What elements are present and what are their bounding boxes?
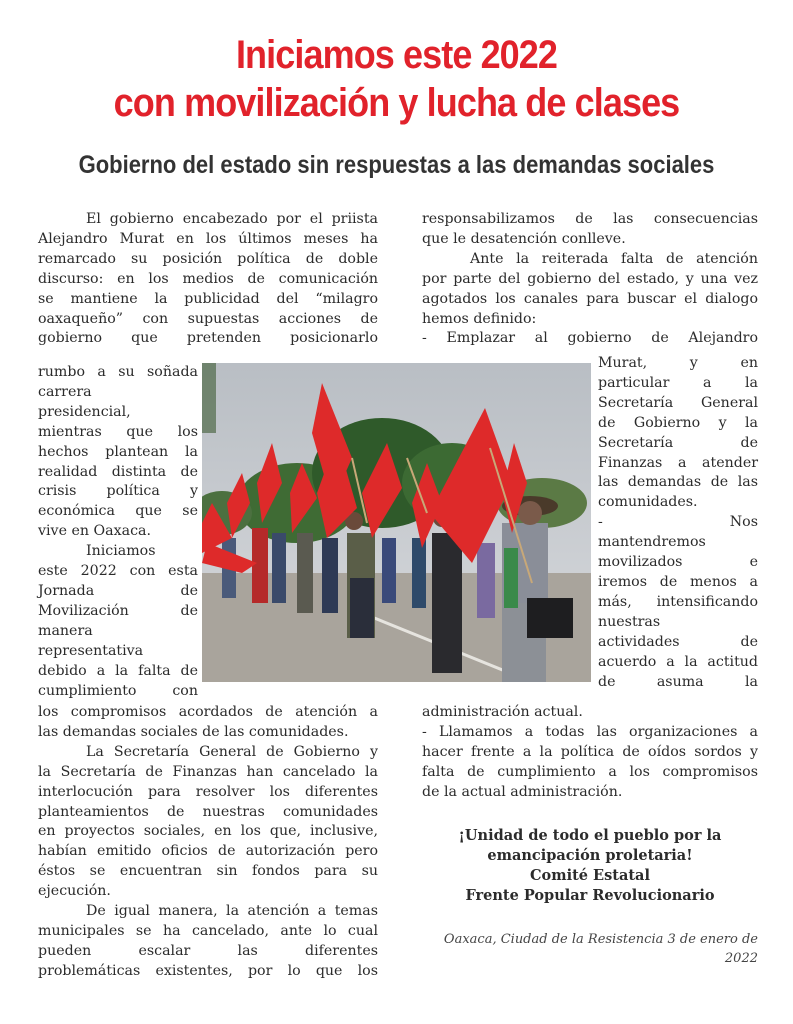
text-line: Jornada de <box>38 582 198 599</box>
text-line: nuestras <box>598 613 661 630</box>
right-column-top <box>422 210 758 349</box>
text-line: este 2022 con esta <box>38 563 198 580</box>
text-line: representativa <box>38 642 144 659</box>
text-line: cumplimiento con <box>38 682 198 699</box>
text-line: discurso: en los medios de comunicación <box>38 270 378 287</box>
text-line: mantendremos <box>598 534 706 551</box>
text-line: las demandas de las <box>598 474 758 491</box>
text-line: - Llamamos a todas las organizaciones a <box>422 723 758 740</box>
text-line: interlocución para resolver los diferentes <box>38 783 378 800</box>
text-line: movilizados e <box>598 554 758 571</box>
text-line: por parte del gobierno del estado, y una vez <box>422 270 758 287</box>
text-line: de asuma la <box>598 673 758 690</box>
text-line: actividades de <box>598 633 758 650</box>
text-line: comunidades. <box>598 494 698 511</box>
text-line: las demandas sociales de las comunidades. <box>38 723 349 740</box>
organization-line-2: Frente Popular Revolucionario <box>465 887 715 904</box>
text-line: Movilización de <box>38 602 198 619</box>
text-line: Alejandro Murat en los últimos meses ha <box>38 230 378 247</box>
text-line: hechos plantean la <box>38 443 198 460</box>
signoff-place-date: Oaxaca, Ciudad de la Resistencia 3 de enero de <box>443 932 758 947</box>
text-line: Secretaría General <box>598 394 758 411</box>
march-photo <box>202 363 591 682</box>
text-line: La Secretaría General de Gobierno y <box>86 743 378 760</box>
closing-block <box>422 826 758 906</box>
text-line: problemáticas existentes, por lo que los <box>38 962 378 979</box>
text-line: hacer frente a la política de oídos sordos y <box>422 743 758 760</box>
text-line: de Gobierno y la <box>598 414 758 431</box>
text-line: pueden escalar las diferentes <box>38 942 378 959</box>
signoff <box>422 930 758 968</box>
text-line: rumbo a su soñada <box>38 364 198 380</box>
text-line: más, intensificando <box>598 593 758 610</box>
text-line: Ante la reiterada falta de atención <box>470 250 758 267</box>
slogan-line-1: ¡Unidad de todo el pueblo por la <box>458 827 722 844</box>
left-column-top <box>38 210 378 349</box>
text-line: remarcado su posición política de doble <box>38 250 378 267</box>
text-line: se mantiene la publicidad del “milagro <box>38 290 378 307</box>
text-line: acuerdo a la actitud <box>598 653 758 670</box>
left-column-bottom <box>38 703 378 982</box>
text-line: éstos se encuentran sin fondos para su <box>38 863 378 880</box>
text-line: manera <box>38 622 93 639</box>
text-line: hemos definido: <box>422 310 537 327</box>
text-line: El gobierno encabezado por el priista <box>86 211 378 227</box>
text-line: debido a la falta de <box>38 662 198 679</box>
text-line: Murat, y en <box>598 355 758 371</box>
slogan-line-2: emancipación proletaria! <box>487 847 693 864</box>
right-column-bottom <box>422 703 758 803</box>
text-line: realidad distinta de <box>38 463 198 480</box>
signoff-year: 2022 <box>724 951 758 966</box>
text-line: falta de cumplimiento a los compromisos <box>422 763 758 780</box>
text-line: habían emitido oficios de autorización pero <box>38 843 378 860</box>
text-line: planteamientos de nuestras comunidades <box>38 803 378 820</box>
text-line: de la actual administración. <box>422 783 623 800</box>
right-column-wrap <box>598 354 758 692</box>
text-line: De igual manera, la atención a temas <box>86 903 378 920</box>
text-line: presidencial, <box>38 403 131 420</box>
text-line: Finanzas a atender <box>598 454 758 471</box>
text-line: la Secretaría de Finanzas han cancelado la <box>38 763 378 780</box>
text-line: en proyectos sociales, en los que, inclusive, <box>38 823 378 840</box>
text-line: - Nos <box>598 514 758 531</box>
text-line: - Emplazar al gobierno de Alejandro <box>422 330 758 347</box>
left-column-wrap <box>38 363 198 701</box>
headline-line-2: con movilización y lucha de clases <box>113 81 680 125</box>
text-line: gobierno que pretenden posicionarlo <box>38 330 378 347</box>
text-line: Secretaría de <box>598 434 758 451</box>
text-line: crisis política y <box>38 483 198 500</box>
text-line: iremos de menos a <box>598 573 758 590</box>
text-line: mientras que los <box>38 423 198 440</box>
subheadline: Gobierno del estado sin respuestas a las demandas sociales <box>78 151 715 179</box>
march-photo-illustration <box>202 363 591 682</box>
text-line: responsabilizamos de las consecuencias <box>422 211 758 227</box>
text-line: Iniciamos <box>86 543 156 560</box>
text-line: administración actual. <box>422 704 583 720</box>
text-line: los compromisos acordados de atención a <box>38 704 378 720</box>
text-line: oaxaqueño” con supuestas acciones de <box>38 310 378 327</box>
headline-line-1: Iniciamos este 2022 <box>235 33 558 77</box>
text-line: vive en Oaxaca. <box>38 523 151 540</box>
text-line: ejecución. <box>38 883 111 900</box>
text-line: municipales se ha cancelado, ante lo cual <box>38 922 378 939</box>
text-line: agotados los canales para buscar el dialogo <box>422 290 758 307</box>
text-line: que le desatención conlleve. <box>422 230 626 247</box>
text-line: carrera <box>38 383 92 400</box>
text-line: económica que se <box>38 503 198 520</box>
organization-line-1: Comité Estatal <box>530 867 650 884</box>
text-line: particular a la <box>598 374 758 391</box>
